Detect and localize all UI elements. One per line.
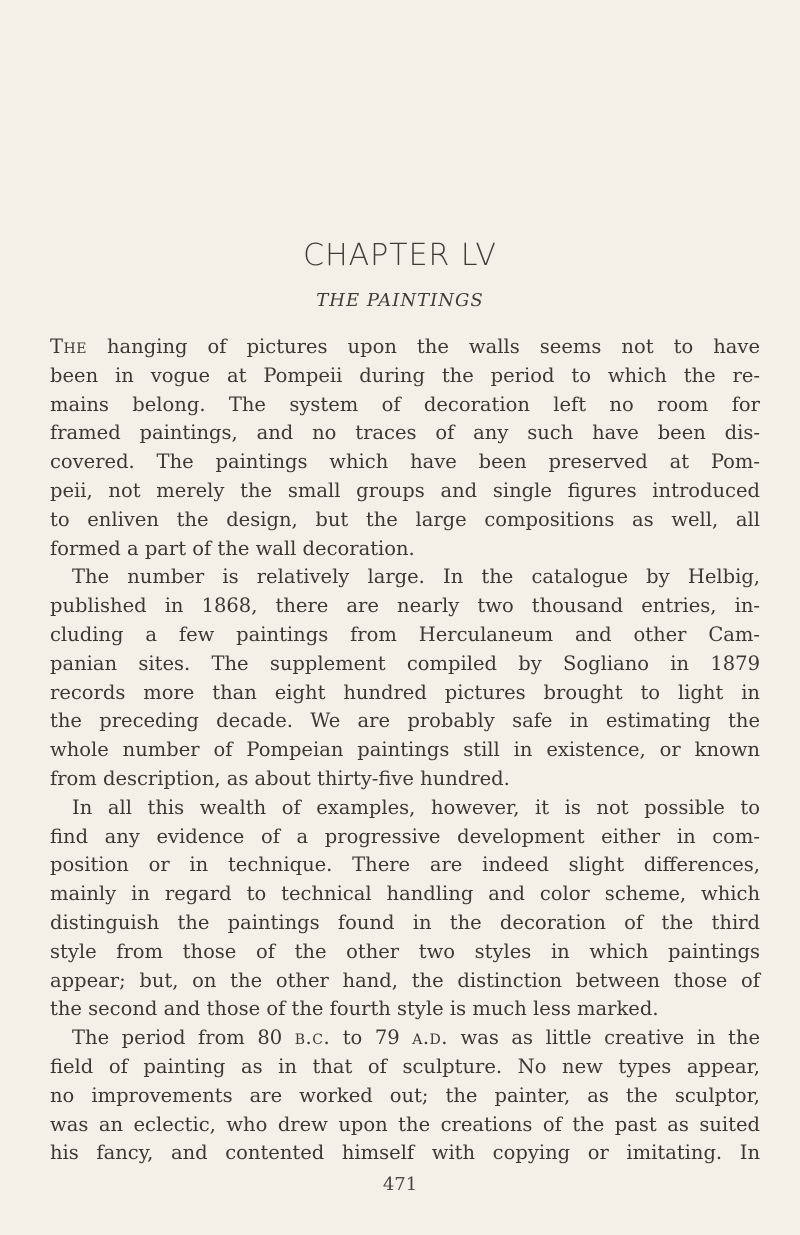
era-abbreviation: a.d. xyxy=(412,1026,448,1050)
text-line: cluding a few paintings from Herculaneum and other Cam- xyxy=(50,622,760,646)
text-line: formed a part of the wall decoration. xyxy=(50,536,415,560)
text-line: distinguish the paintings found in the decoration of the third xyxy=(50,910,760,934)
text-fragment: hanging of pictures upon the walls seems not to have xyxy=(86,335,760,358)
text-line: The number is relatively large. In the catalogue by Helbig, xyxy=(72,565,760,589)
text-line: appear; but, on the other hand, the distinction between those of xyxy=(50,968,760,992)
text-line: records more than eight hundred pictures brought to light in xyxy=(50,680,760,704)
text-line: the second and those of the fourth style is much less marked. xyxy=(50,997,659,1021)
text-line: mainly in regard to technical handling and color scheme, which xyxy=(50,882,760,906)
text-line: In all this wealth of examples, however, it is not possible to xyxy=(72,795,760,819)
text-line: whole number of Pompeian paintings still in existence, or known xyxy=(50,738,760,762)
text-line: from description, as about thirty-five hundred. xyxy=(50,766,510,790)
text-line: style from those of the other two styles in which paintings xyxy=(50,939,760,963)
text-line: was an eclectic, who drew upon the creations of the past as suited xyxy=(50,1112,760,1136)
chapter-heading: CHAPTER LV xyxy=(303,238,497,273)
text-line: field of painting as in that of sculpture. No new types appear, xyxy=(50,1054,760,1078)
text-fragment: to 79 xyxy=(330,1026,413,1050)
text-line: published in 1868, there are nearly two thousand entries, in- xyxy=(50,594,760,618)
text-line: the preceding decade. We are probably safe in estimating the xyxy=(50,709,760,733)
opening-word: The xyxy=(50,335,87,358)
text-line: to enliven the design, but the large compositions as well, all xyxy=(50,507,760,531)
text-line: peii, not merely the small groups and single figures introduced xyxy=(50,478,760,502)
chapter-text xyxy=(50,333,760,1168)
page-number: 471 xyxy=(382,1174,418,1195)
text-line: mains belong. The system of decoration left no room for xyxy=(50,392,760,416)
text-line: panian sites. The supplement compiled by Sogliano in 1879 xyxy=(50,651,760,675)
text-line xyxy=(50,333,760,362)
text-line: no improvements are worked out; the painter, as the sculptor, xyxy=(50,1083,760,1107)
text-line xyxy=(50,1024,760,1053)
text-line: covered. The paintings which have been preserved at Pom- xyxy=(50,450,760,474)
text-line: position or in technique. There are indeed slight differences, xyxy=(50,853,760,877)
text-line: find any evidence of a progressive development either in com- xyxy=(50,824,760,848)
era-abbreviation: b.c. xyxy=(294,1026,331,1050)
text-fragment: The period from 80 xyxy=(72,1026,295,1050)
text-line: his fancy, and contented himself with copying or imitating. In xyxy=(50,1141,760,1165)
text-fragment: was as little creative in the xyxy=(447,1026,760,1050)
text-line: been in vogue at Pompeii during the period to which the re- xyxy=(50,363,760,387)
chapter-title: THE PAINTINGS xyxy=(316,290,484,311)
text-line: framed paintings, and no traces of any such have been dis- xyxy=(50,421,760,445)
